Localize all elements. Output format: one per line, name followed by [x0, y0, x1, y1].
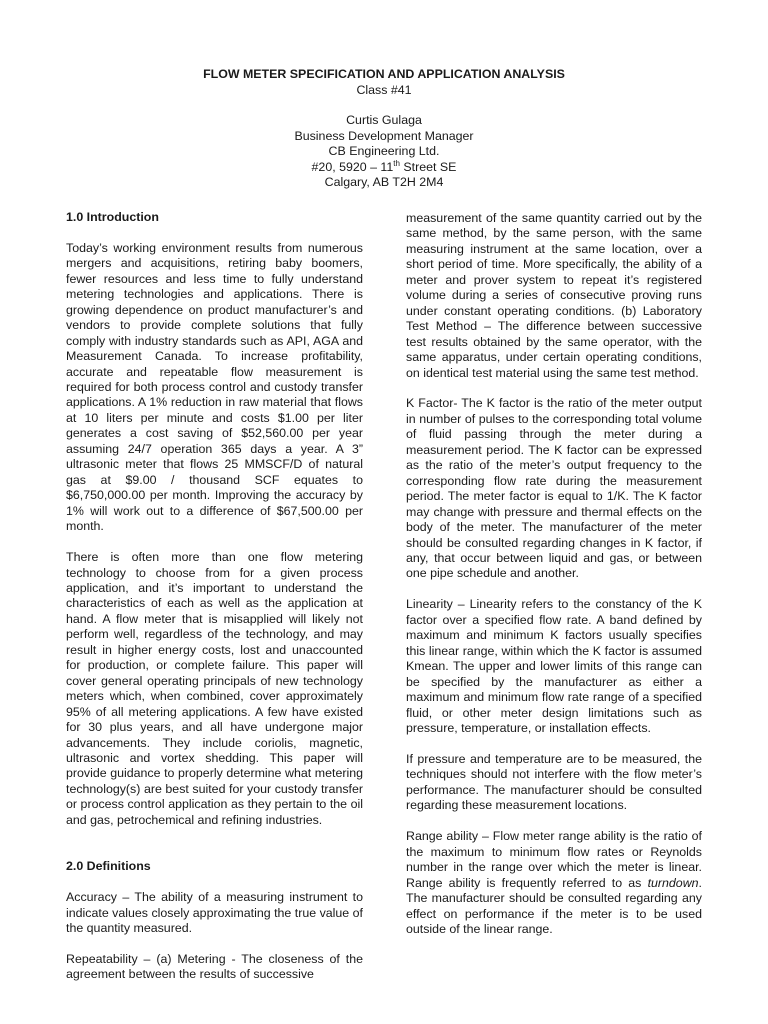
paragraph: Range ability – Flow meter range ability is the ratio of the maximum to minimum flow rates or Reynolds number in the range over which the meter is linear. Range ability is frequently referred to as turndown. The manufacturer should be consulted regarding any effect on performance if the meter is to be used outside of the linear range. [406, 829, 702, 937]
paragraph: Linearity – Linearity refers to the constancy of the K factor over a specified flow rate. A band defined by maximum and minimum K factors usually specifies this linear range, within which the K factor is assumed Kmean. The upper and lower limits of this range can be specified by the manufacturer as either a maximum and minimum flow rate range of a specified fluid, or other meter design limitations such as pressure, temperature, or installation effects. [406, 597, 702, 736]
paper-title: FLOW METER SPECIFICATION AND APPLICATION ANALYSIS [203, 67, 565, 81]
paper-header [0, 67, 768, 191]
author-role: Business Development Manager [294, 128, 474, 143]
paragraph: measurement of the same quantity carried out by the same method, by the same person, with the same measuring instrument at the same location, over a short period of time. More specifically, the ability of a meter and prover system to repeat it’s registered volume during a series of consecutive proving runs under constant operating conditions. (b) Laboratory Test Method – The difference between successive test results obtained by the same operator, with the same apparatus, under certain operating conditions, on identical test material using the same test method. [406, 211, 702, 380]
right-column [406, 211, 702, 937]
class-number: Class #41 [356, 82, 412, 97]
paragraph: There is often more than one flow metering technology to choose from for a given process application, and it’s important to understand the characteristics of each as well as the application at hand. A flow meter that is misapplied will likely not perform well, regardless of the technology, and may result in higher energy costs, lost and unaccounted for production, or complete failure. This paper will cover general operating principals of new technology meters which, when combined, cover approximately 95% of all metering applications. A few have existed for 30 plus years, and all have undergone major advancements. They include coriolis, magnetic, ultrasonic and vortex shedding. This paper will provide guidance to properly determine what metering technology(s) are best suited for your custody transfer or process control application as they pertain to the oil and gas, petrochemical and refining industries. [66, 550, 363, 827]
paragraph: Repeatability – (a) Metering - The closeness of the agreement between the results of successive [66, 952, 363, 982]
paragraph: If pressure and temperature are to be measured, the techniques should not interfere with the flow meter’s performance. The manufacturer should be consulted regarding these measurement locations. [406, 752, 702, 813]
section-heading-introduction: 1.0 Introduction [66, 210, 159, 224]
city-address: Calgary, AB T2H 2M4 [324, 175, 444, 189]
street-address: #20, 5920 – 11th Street SE [311, 158, 457, 174]
company-name: CB Engineering Ltd. [328, 144, 440, 158]
author-name: Curtis Gulaga [346, 113, 422, 127]
section-heading-definitions: 2.0 Definitions [66, 859, 151, 874]
paragraph: K Factor- The K factor is the ratio of the meter output in number of pulses to the corresponding total volume of fluid passing through the meter during a measurement period. The K factor can be expressed as the ratio of the meter’s output frequency to the corresponding flow rate during the measurement period. The meter factor is equal to 1/K. The K factor may change with pressure and thermal effects on the body of the meter. The manufacturer of the meter should be consulted regarding changes in K factor, if any, that occur between liquid and gas, or between one pipe schedule and another. [406, 396, 702, 581]
paragraph: Accuracy – The ability of a measuring instrument to indicate values closely approximating the true value of the quantity measured. [66, 890, 363, 936]
left-column [66, 210, 363, 983]
paragraph: Today’s working environment results from numerous mergers and acquisitions, retiring baby boomers, fewer resources and less time to fully understand metering technologies and applications. There is growing dependence on product manufacturer’s and vendors to provide complete solutions that fully comply with industry standards such as API, AGA and Measurement Canada. To increase profitability, accurate and repeatable flow measurement is required for both process control and custody transfer applications. A 1% reduction in raw material that flows at 10 liters per minute and costs $1.00 per liter generates a cost saving of $52,560.00 per year assuming 24/7 operation 365 days a year. A 3” ultrasonic meter that flows 25 MMSCF/D of natural gas at $9.00 / thousand SCF equates to $6,750,000.00 per month. Improving the accuracy by 1% will work out to a difference of $67,500.00 per month. [66, 240, 363, 534]
